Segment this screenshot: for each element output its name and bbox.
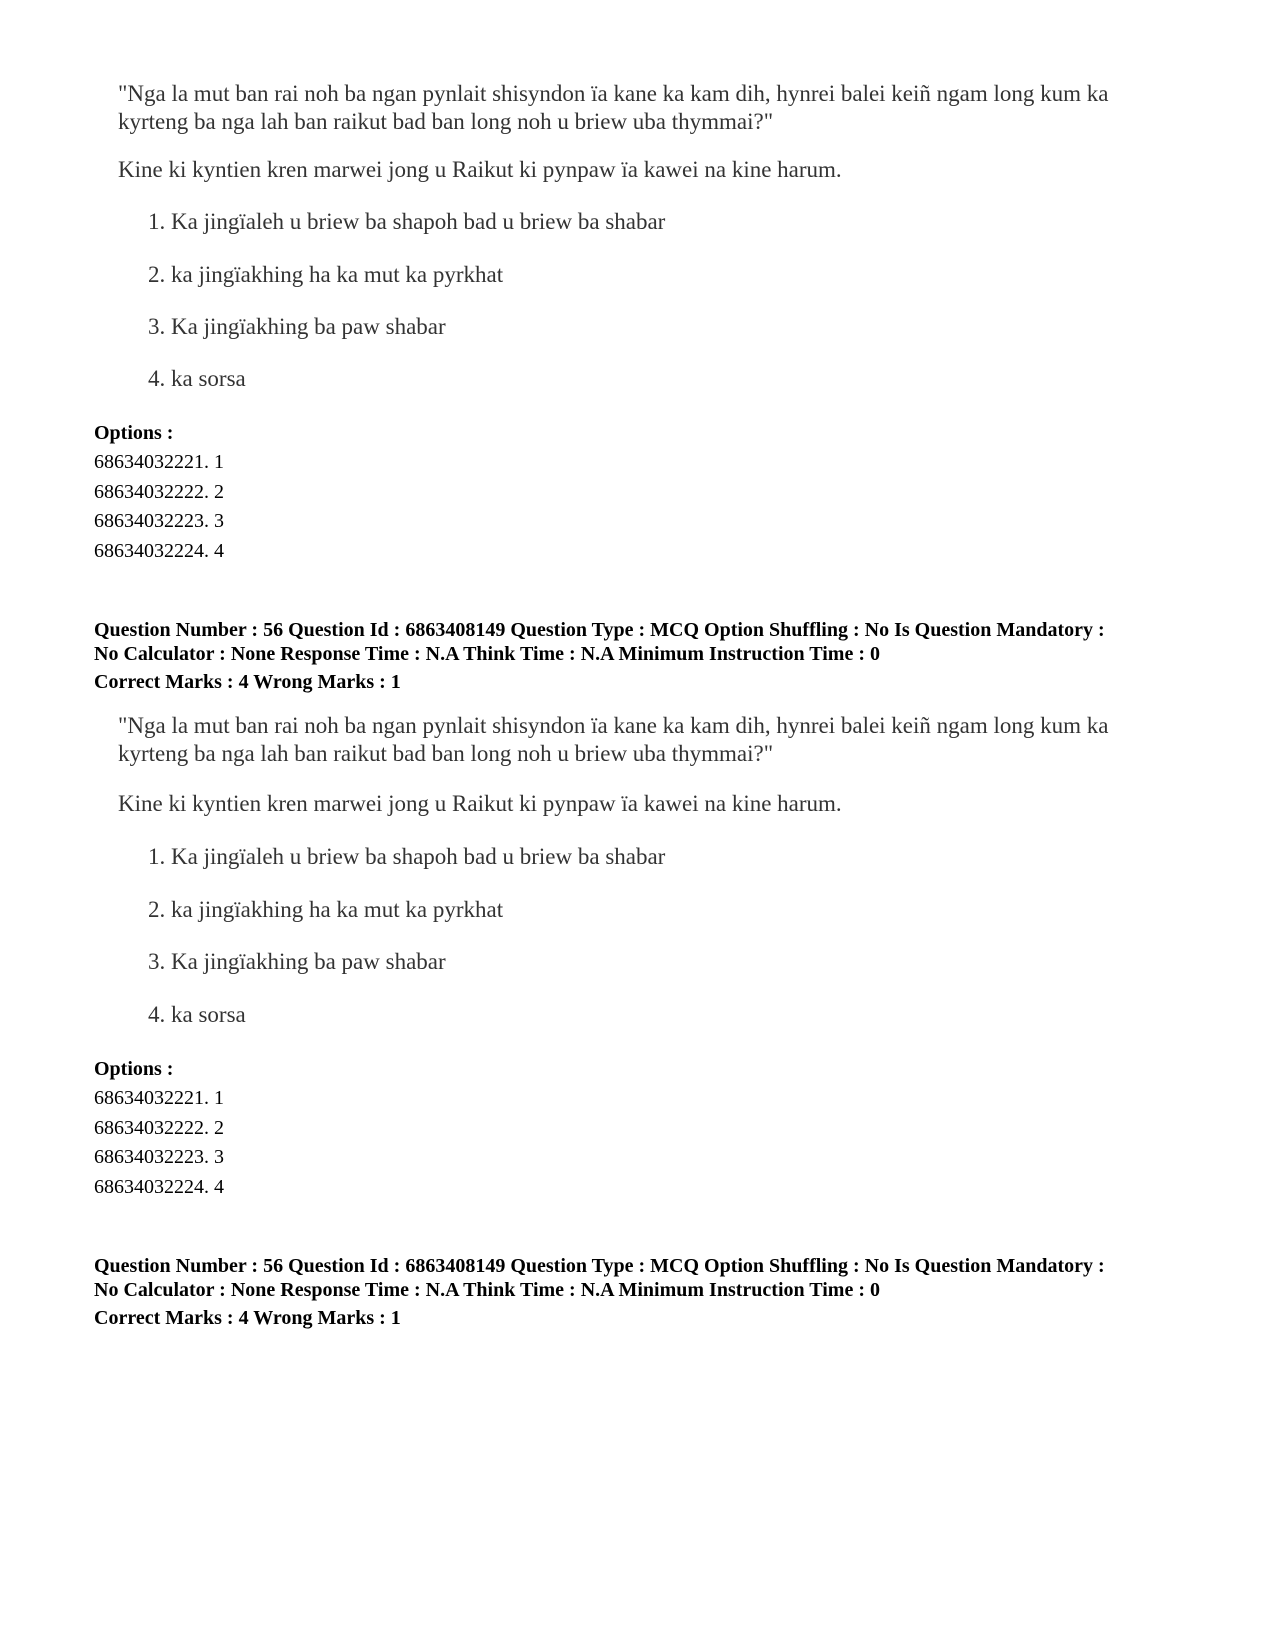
passage-item: 1. Ka jingïaleh u briew ba shapoh bad u briew ba shabar xyxy=(148,844,666,869)
option-item: 68634032224. 4 xyxy=(94,539,224,562)
passage-item: 4. ka sorsa xyxy=(148,366,246,391)
passage-item: 3. Ka jingïakhing ba paw shabar xyxy=(148,314,446,339)
passage-intro: Kine ki kyntien kren marwei jong u Raikut ki pynpaw ïa kawei na kine harum. xyxy=(118,157,842,182)
passage-quote-line: kyrteng ba nga lah ban raikut bad ban long noh u briew uba thymmai?" xyxy=(118,741,774,766)
question-metadata xyxy=(94,618,1214,694)
passage-item: 1. Ka jingïaleh u briew ba shapoh bad u briew ba shabar xyxy=(148,209,666,234)
question-meta-line: Question Number : 56 Question Id : 6863408149 Question Type : MCQ Option Shuffling : No Is Question Mandatory : xyxy=(94,1255,1105,1277)
passage-quote-line: "Nga la mut ban rai noh ba ngan pynlait shisyndon ïa kane ka kam dih, hynrei balei keiñ ngam long kum ka xyxy=(118,81,1109,106)
passage-item: 2. ka jingïakhing ha ka mut ka pyrkhat xyxy=(148,897,504,922)
question-meta-line: No Calculator : None Response Time : N.A Think Time : N.A Minimum Instruction Time : 0 xyxy=(94,1279,880,1301)
options-heading: Options : xyxy=(94,1058,174,1080)
option-item: 68634032222. 2 xyxy=(94,480,224,503)
option-item: 68634032221. 1 xyxy=(94,1087,224,1109)
option-item: 68634032223. 3 xyxy=(94,1146,224,1168)
passage-quote xyxy=(118,80,1178,136)
option-item: 68634032223. 3 xyxy=(94,510,224,532)
options-list xyxy=(94,418,224,566)
question-marks: Correct Marks : 4 Wrong Marks : 1 xyxy=(94,1307,401,1329)
passage-quote xyxy=(118,712,1178,768)
question-meta-line: No Calculator : None Response Time : N.A Think Time : N.A Minimum Instruction Time : 0 xyxy=(94,643,880,665)
option-item: 68634032224. 4 xyxy=(94,1175,224,1198)
passage-intro: Kine ki kyntien kren marwei jong u Raikut ki pynpaw ïa kawei na kine harum. xyxy=(118,791,842,816)
options-list xyxy=(94,1054,224,1202)
passage-item: 2. ka jingïakhing ha ka mut ka pyrkhat xyxy=(148,262,504,287)
passage-item: 3. Ka jingïakhing ba paw shabar xyxy=(148,949,446,974)
question-passage xyxy=(118,712,1178,1027)
question-metadata xyxy=(94,1254,1214,1330)
option-item: 68634032221. 1 xyxy=(94,451,224,473)
question-meta-line: Question Number : 56 Question Id : 6863408149 Question Type : MCQ Option Shuffling : No Is Question Mandatory : xyxy=(94,619,1105,641)
option-item: 68634032222. 2 xyxy=(94,1116,224,1139)
passage-item: 4. ka sorsa xyxy=(148,1002,246,1027)
passage-quote-line: kyrteng ba nga lah ban raikut bad ban long noh u briew uba thymmai?" xyxy=(118,109,774,134)
options-heading: Options : xyxy=(94,422,174,444)
question-marks: Correct Marks : 4 Wrong Marks : 1 xyxy=(94,671,401,693)
passage-quote-line: "Nga la mut ban rai noh ba ngan pynlait shisyndon ïa kane ka kam dih, hynrei balei keiñ ngam long kum ka xyxy=(118,713,1109,738)
question-passage xyxy=(118,80,1178,391)
